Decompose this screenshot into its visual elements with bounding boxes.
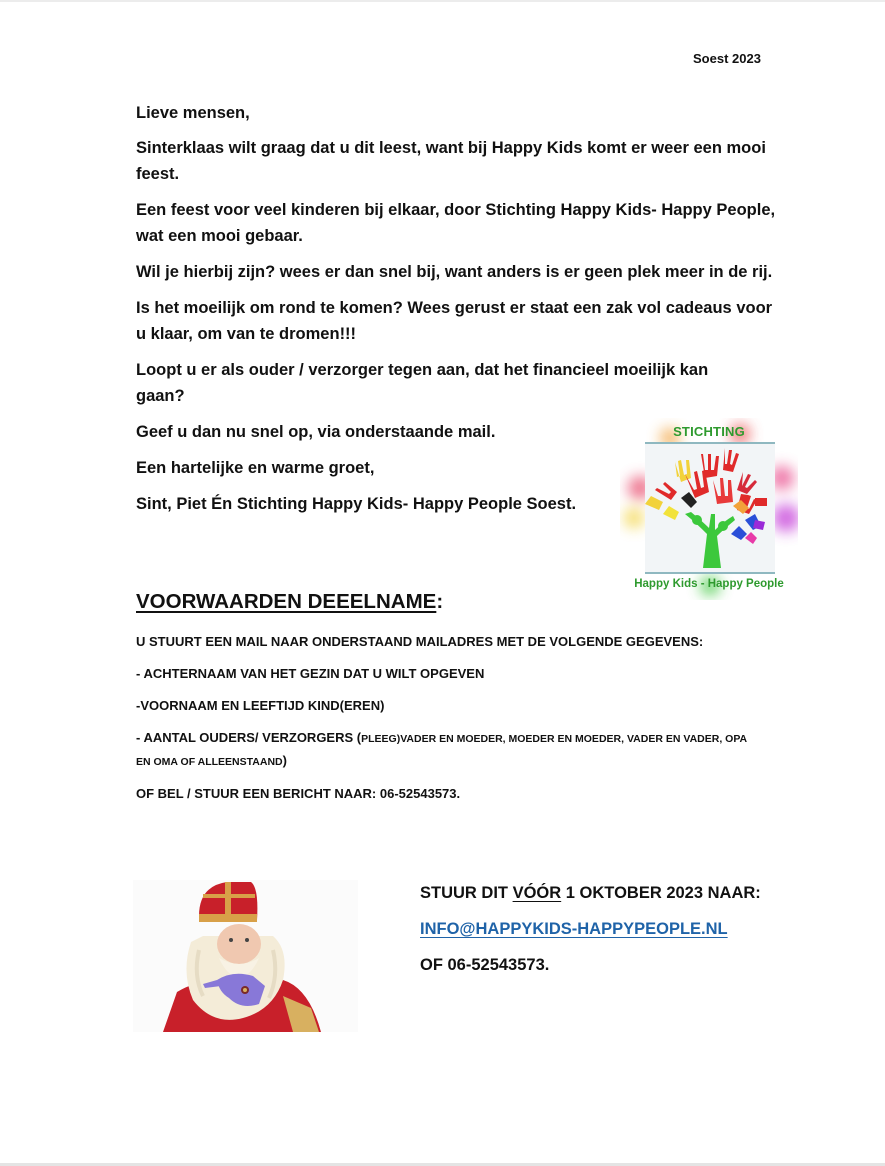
conditions-list	[136, 631, 756, 815]
deadline-text: STUUR DIT VÓÓR 1 OKTOBER 2023 NAAR:	[420, 884, 761, 902]
letter-paragraph: Wil je hierbij zijn? wees er dan snel bij, want anders is er geen plek meer in de rij.	[136, 263, 773, 281]
deadline-contact	[420, 882, 761, 990]
tree-hands-icon	[645, 444, 775, 572]
letter-paragraph: Is het moeilijk om rond te komen? Wees gerust er staat een zak vol cadeaus voor u klaar, om van te dromen!!!	[136, 299, 773, 343]
letter-paragraph: Een feest voor veel kinderen bij elkaar, door Stichting Happy Kids- Happy People, wat een mooi gebaar.	[136, 201, 776, 245]
conditions-heading: VOORWAARDEN DEEELNAME:	[136, 590, 444, 613]
logo-title: STICHTING	[673, 424, 745, 439]
sinterklaas-image	[133, 880, 358, 1032]
email-link[interactable]: INFO@HAPPYKIDS-HAPPYPEOPLE.NL	[420, 920, 728, 938]
letter-greeting: Lieve mensen,	[136, 104, 250, 122]
page-top-edge	[0, 0, 885, 2]
conditions-item-parents: - AANTAL OUDERS/ VERZORGERS (PLEEG)VADER EN MOEDER, MOEDER EN MOEDER, VADER EN VADER, OPA EN OMA OF ALLEENSTAAND)	[136, 730, 747, 768]
logo-caption: Happy Kids - Happy People	[634, 578, 784, 590]
stichting-logo	[620, 418, 798, 600]
date-place: Soest 2023	[693, 51, 761, 66]
letter-paragraph: Loopt u er als ouder / verzorger tegen aan, dat het financieel moeilijk kan gaan?	[136, 361, 709, 405]
conditions-item: -VOORNAAM EN LEEFTIJD KIND(EREN)	[136, 698, 385, 713]
letter-paragraph: Geef u dan nu snel op, via onderstaande mail.	[136, 423, 496, 441]
conditions-call: OF BEL / STUUR EEN BERICHT NAAR: 06-52543573.	[136, 786, 461, 801]
phone-text: OF 06-52543573.	[420, 956, 550, 974]
letter-closing: Een hartelijke en warme groet,	[136, 459, 375, 477]
letter-signature: Sint, Piet Én Stichting Happy Kids- Happy People Soest.	[136, 495, 577, 513]
conditions-intro: U STUURT EEN MAIL NAAR ONDERSTAAND MAILADRES MET DE VOLGENDE GEGEVENS:	[136, 634, 704, 649]
letter-paragraph: Sinterklaas wilt graag dat u dit leest, want bij Happy Kids komt er weer een mooi feest.	[136, 139, 766, 183]
conditions-item: - ACHTERNAAM VAN HET GEZIN DAT U WILT OPGEVEN	[136, 666, 485, 681]
sinterklaas-icon	[133, 880, 358, 1032]
logo-tree-of-hands	[645, 442, 775, 574]
